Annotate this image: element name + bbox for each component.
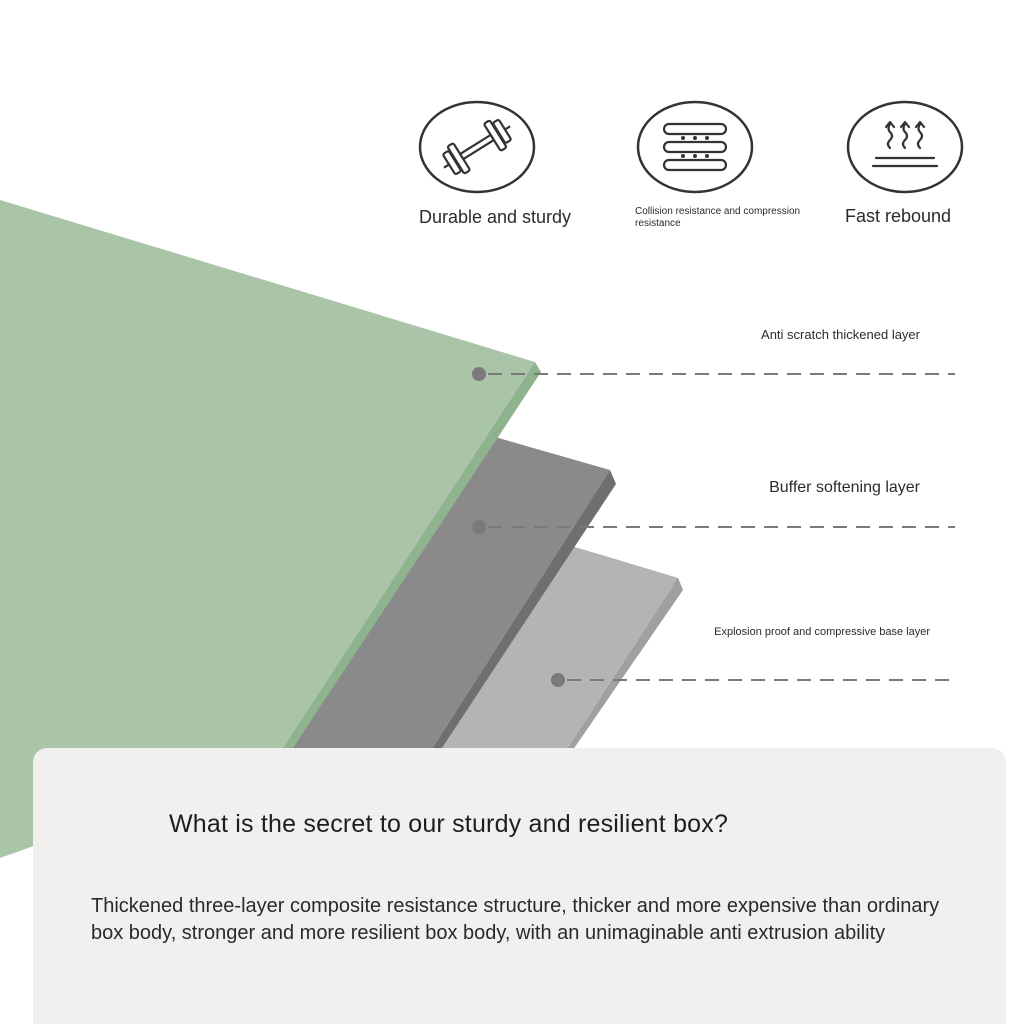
card-heading: What is the secret to our sturdy and resilient box? — [169, 810, 729, 838]
leader-dot — [472, 520, 486, 534]
layer-label-buffer: Buffer softening layer — [769, 479, 920, 496]
layer-label-base: Explosion proof and compressive base layer — [714, 626, 930, 638]
feature-label-rebound: Fast rebound — [844, 206, 952, 226]
feature-label-durable: Durable and sturdy — [418, 207, 572, 227]
leader-dot — [551, 673, 565, 687]
leader-dot — [472, 367, 486, 381]
feature-label-collision: Collision resistance and compression resistance — [635, 206, 801, 229]
info-card — [33, 748, 1006, 1024]
stacked-layers-icon — [636, 100, 754, 194]
card-body: Thickened three-layer composite resistance structure, thicker and more expensive than ordinary box body, stronger and more resilient box body, with an unimaginable anti extrusion ability — [91, 895, 940, 944]
dumbbell-icon — [418, 100, 536, 194]
leader-line-scratch — [472, 367, 955, 381]
layer-label-scratch: Anti scratch thickened layer — [761, 327, 920, 342]
rebound-arrows-icon — [846, 100, 964, 194]
